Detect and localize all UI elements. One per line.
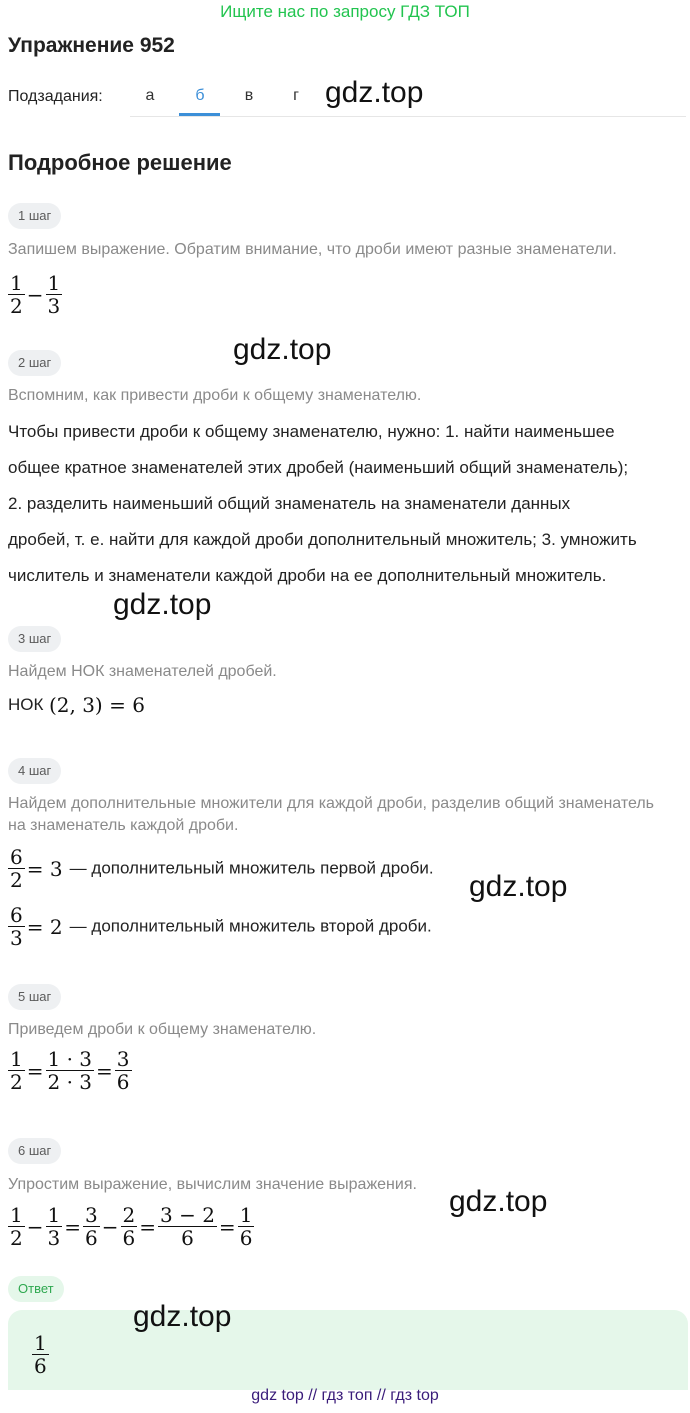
watermark: gdz.top bbox=[133, 1300, 232, 1333]
fraction-denominator: 6 bbox=[181, 1226, 194, 1250]
step-6-note: Упростим выражение, вычислим значение выражения. bbox=[8, 1176, 417, 1193]
step-6-expression bbox=[8, 1204, 254, 1249]
note-line: на знаменатель каждой дроби. bbox=[8, 817, 239, 834]
fraction-numerator: 1 · 3 bbox=[47, 1047, 93, 1071]
fraction-numerator: 3 bbox=[116, 1047, 130, 1071]
fraction-numerator: 1 bbox=[10, 271, 23, 295]
step-5-badge: 5 шаг bbox=[8, 984, 61, 1010]
active-tab-indicator bbox=[179, 113, 220, 116]
solution-heading: Подробное решение bbox=[8, 150, 232, 175]
fraction-denominator: 2 bbox=[10, 1070, 23, 1094]
fraction-denominator: 6 bbox=[34, 1354, 47, 1378]
fraction-denominator: 2 bbox=[10, 1226, 23, 1250]
tab-g[interactable]: г bbox=[293, 87, 299, 104]
answer-value bbox=[32, 1332, 49, 1377]
fraction-numerator: 1 bbox=[10, 1047, 23, 1071]
step-3-expression bbox=[8, 693, 145, 717]
tab-v[interactable]: в bbox=[244, 87, 254, 104]
exercise-title: Упражнение 952 bbox=[8, 34, 175, 57]
step-4-row-1 bbox=[8, 846, 434, 891]
equation-result: = 3 bbox=[26, 856, 63, 881]
equals-sign: = bbox=[26, 1058, 44, 1083]
step-4-row-2 bbox=[8, 904, 432, 949]
step-5-note: Приведем дроби к общему знаменателю. bbox=[8, 1021, 317, 1038]
answer-box bbox=[8, 1310, 688, 1390]
answer-badge: Ответ bbox=[8, 1276, 64, 1302]
watermark: gdz.top bbox=[449, 1185, 548, 1218]
step-2-rule bbox=[8, 414, 690, 594]
fraction-denominator: 6 bbox=[116, 1070, 130, 1094]
fraction-numerator: 1 bbox=[10, 1203, 23, 1227]
fraction-numerator: 6 bbox=[10, 903, 23, 927]
step-4-badge: 4 шаг bbox=[8, 758, 61, 784]
step-2-note: Вспомним, как привести дроби к общему знаменателю. bbox=[8, 387, 422, 404]
search-banner: Ищите нас по запросу ГДЗ ТОП bbox=[220, 2, 470, 21]
footer-links: gdz top // гдз топ // гдз top bbox=[251, 1387, 439, 1404]
step-3-badge: 3 шаг bbox=[8, 626, 61, 652]
fraction-numerator: 1 bbox=[47, 271, 61, 295]
rule-line: общее кратное знаменателей этих дробей (наименьший общий знаменатель); bbox=[8, 458, 629, 477]
fraction-numerator: 1 bbox=[34, 1331, 47, 1355]
fraction-denominator: 2 bbox=[10, 294, 23, 318]
step-1-expression bbox=[8, 272, 62, 317]
step-1-badge: 1 шаг bbox=[8, 203, 61, 229]
nok-label: НОК bbox=[8, 695, 44, 714]
rule-line: 2. разделить наименьший общий знаменатель на знаменатели данных bbox=[8, 494, 571, 513]
fraction-denominator: 6 bbox=[85, 1226, 98, 1250]
watermark: gdz.top bbox=[325, 76, 424, 109]
equals-sign: = bbox=[64, 1214, 81, 1239]
fraction-numerator: 6 bbox=[10, 845, 23, 869]
fraction-denominator: 6 bbox=[239, 1226, 253, 1250]
minus-sign: − bbox=[101, 1214, 119, 1239]
fraction-denominator: 2 · 3 bbox=[47, 1070, 93, 1094]
watermark: gdz.top bbox=[233, 333, 332, 366]
fraction-denominator: 6 bbox=[122, 1226, 136, 1250]
rule-line: числитель и знаменатели каждой дроби на ее дополнительный множитель. bbox=[8, 566, 607, 585]
equals-sign: = bbox=[139, 1214, 156, 1239]
fraction-denominator: 2 bbox=[10, 868, 23, 892]
fraction-denominator: 3 bbox=[10, 926, 23, 950]
watermark: gdz.top bbox=[113, 588, 212, 621]
watermark: gdz.top bbox=[469, 870, 568, 903]
fraction-numerator: 2 bbox=[122, 1203, 136, 1227]
step-5-expression bbox=[8, 1048, 132, 1093]
step-3-note: Найдем НОК знаменателей дробей. bbox=[8, 663, 277, 680]
minus-sign: − bbox=[26, 282, 44, 307]
nok-value: (2, 3) = 6 bbox=[48, 693, 145, 717]
fraction-numerator: 3 bbox=[85, 1203, 98, 1227]
note-line: Найдем дополнительные множители для каждой дроби, разделив общий знаменатель bbox=[8, 795, 655, 812]
fraction-numerator: 3 − 2 bbox=[160, 1203, 215, 1227]
multiplier-description: — дополнительный множитель первой дроби. bbox=[69, 858, 434, 878]
step-6-badge: 6 шаг bbox=[8, 1138, 61, 1164]
step-1-note: Запишем выражение. Обратим внимание, что дроби имеют разные знаменатели. bbox=[8, 241, 617, 258]
equation-result: = 2 bbox=[26, 914, 63, 939]
fraction-numerator: 1 bbox=[47, 1203, 61, 1227]
fraction-denominator: 3 bbox=[47, 294, 61, 318]
tab-b[interactable]: б bbox=[195, 87, 205, 104]
fraction-denominator: 3 bbox=[47, 1226, 61, 1250]
tab-a[interactable]: а bbox=[145, 87, 155, 104]
subtasks-label: Подзадания: bbox=[8, 88, 103, 105]
step-2-badge: 2 шаг bbox=[8, 350, 61, 376]
equals-sign: = bbox=[218, 1214, 236, 1239]
step-4-note bbox=[8, 793, 688, 837]
rule-line: Чтобы привести дроби к общему знаменателю, нужно: 1. найти наименьшее bbox=[8, 422, 615, 441]
fraction-numerator: 1 bbox=[239, 1203, 253, 1227]
minus-sign: − bbox=[26, 1214, 44, 1239]
multiplier-description: — дополнительный множитель второй дроби. bbox=[69, 916, 432, 936]
equals-sign: = bbox=[96, 1058, 113, 1083]
rule-line: дробей, т. е. найти для каждой дроби дополнительный множитель; 3. умножить bbox=[8, 530, 637, 549]
